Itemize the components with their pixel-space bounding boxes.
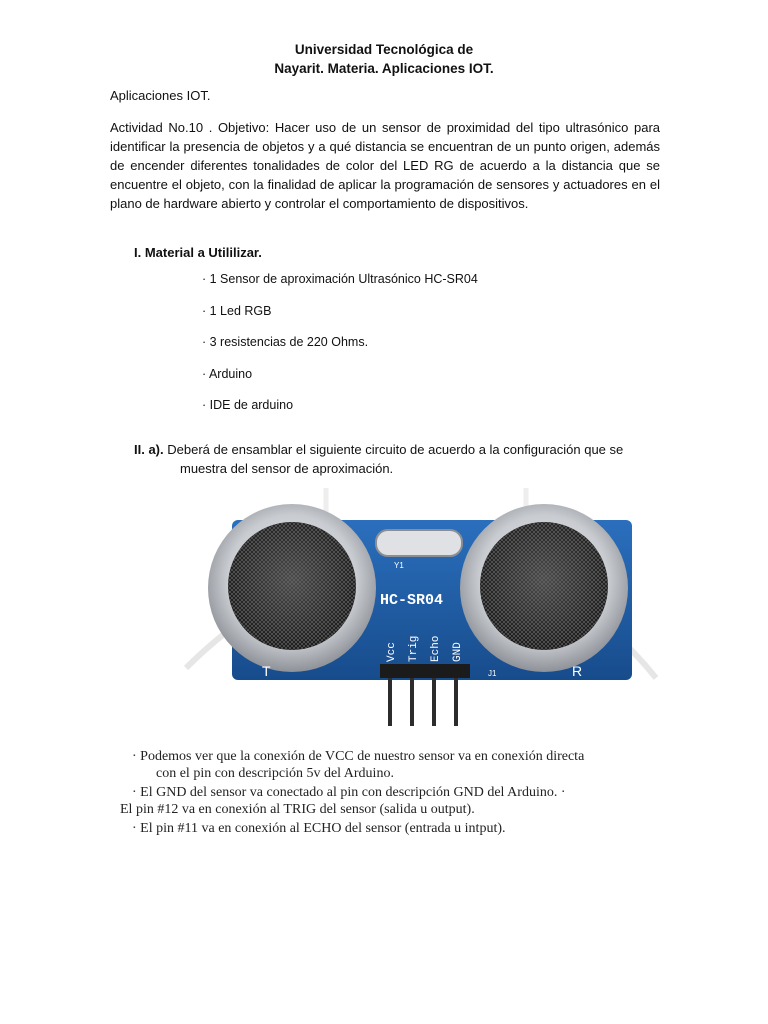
note-vcc [132,748,652,782]
note-trig-line: El pin #12 va en conexión al TRIG del sensor (salida u output). [120,802,475,817]
pin-label-vcc: Vcc [386,642,398,662]
connection-notes [120,748,652,839]
title-line-1: Universidad Tecnológica de [294,42,474,57]
transmitter-mark: T [262,663,271,679]
pin-header [380,664,470,678]
note-echo: · El pin #11 va en conexión al ECHO del sensor (entrada u intput). [132,821,506,836]
crystal-component [376,530,462,556]
subject-label: Aplicaciones IOT. [110,88,211,103]
section2-label: II. a). [134,442,164,457]
receiver-mark: R [572,663,583,679]
pin-label-gnd: GND [452,642,464,662]
hc-sr04-sensor-image [176,478,668,740]
list-item: · Arduino [202,366,253,381]
list-item: · 3 resistencias de 220 Ohms. [202,335,369,349]
section2-line1: Deberá de ensamblar el siguiente circuito de acuerdo a la configuración que se [163,442,624,457]
note-gnd-line: · El GND del sensor va conectado al pin con descripción GND del Arduino. · [132,785,566,800]
note-vcc-line2: con el pin con descripción 5v del Arduino. [156,766,394,781]
note-vcc-line1: · Podemos ver que la conexión de VCC de nuestro sensor va en conexión directa [132,749,585,764]
materials-list [202,272,478,430]
list-item: · 1 Led RGB [202,303,272,318]
connector-label: J1 [488,669,497,678]
list-item: · IDE de arduino [202,398,294,412]
note-gnd-trig [120,784,652,818]
assembly-instruction [134,440,694,478]
pin-label-echo: Echo [430,635,442,662]
section2-line2: muestra del sensor de aproximación. [180,461,394,476]
pin-label-trig: Trig [408,635,420,662]
title-line-2: Nayarit. Materia. Aplicaciones IOT. [274,61,494,76]
document-title [0,40,768,78]
materials-heading: I. Material a Utililizar. [134,245,262,260]
crystal-label: Y1 [394,561,404,570]
list-item: · 1 Sensor de aproximación Ultrasónico HC-SR04 [202,272,478,286]
objective-paragraph: Actividad No.10 . Objetivo: Hacer uso de un sensor de proximidad del tipo ultrasónico para identificar la presencia de objetos y a qué distancia se encuentran de un punto origen, además de encender diferentes tonalidades de color del LED RG de acuerdo a la distancia que se encuentre el objeto, con la finalidad de aplicar la programación de sensores y actuadores en el plano de hardware abierto y controlar el comportamiento de dispositivos. [110,120,660,211]
model-label: HC-SR04 [380,592,444,609]
